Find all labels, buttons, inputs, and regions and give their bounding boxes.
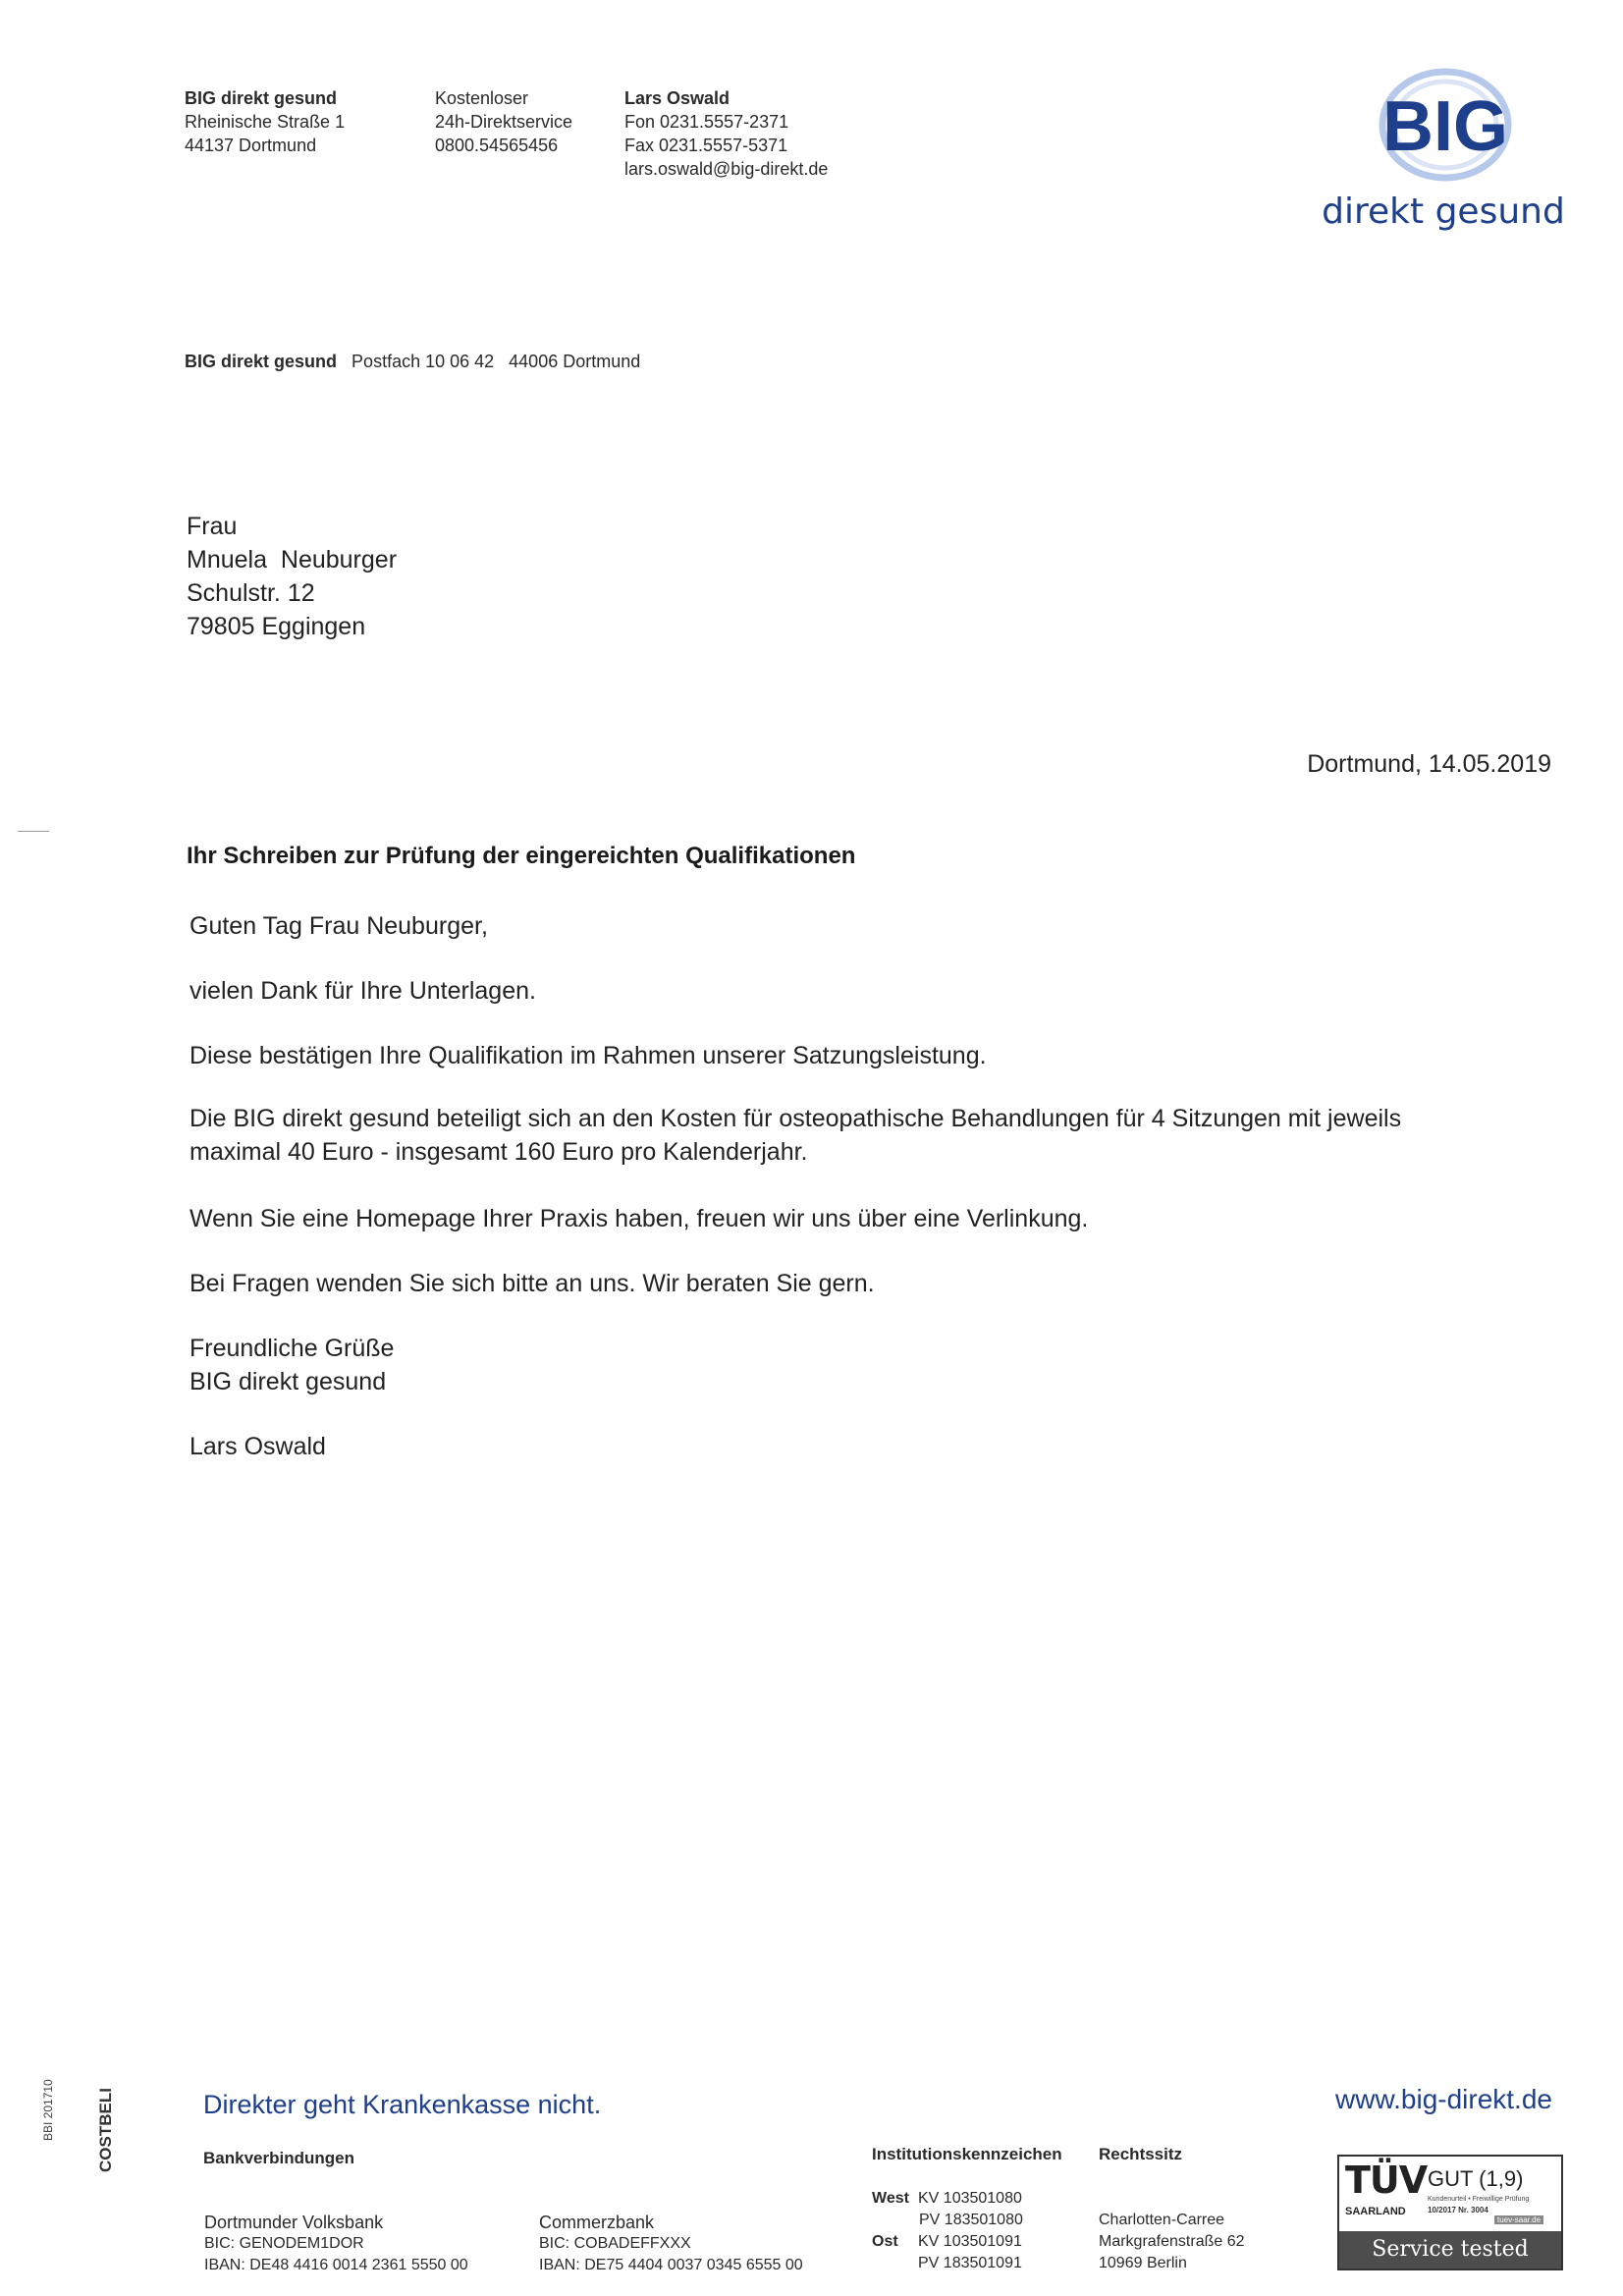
contact-name: Lars Oswald: [624, 88, 730, 108]
recipient-block: [187, 510, 397, 643]
bank-volksbank: [204, 2212, 468, 2276]
seat-line2: Markgrafenstraße 62: [1099, 2233, 1245, 2250]
tuv-badge: [1337, 2155, 1563, 2270]
big-logo-mark: [1306, 54, 1571, 241]
ik-west-kv: KV 103501080: [918, 2190, 1022, 2207]
contact-block: [624, 86, 828, 181]
fold-mark: [18, 831, 49, 832]
bank1-name: Dortmunder Volksbank: [204, 2213, 384, 2232]
big-logo: [1306, 54, 1571, 241]
letter-subject: Ihr Schreiben zur Prüfung der eingereichten Qualifikationen: [187, 843, 856, 869]
side-label: COSTBELI: [96, 2088, 115, 2172]
tuv-brand: TÜV: [1345, 2159, 1428, 2202]
signature-name: Lars Oswald: [189, 1433, 326, 1460]
paragraph-costs-line1: Die BIG direkt gesund beteiligt sich an den Kosten für osteopathische Behandlungen für 4 Sitzungen mit jeweils: [189, 1105, 1402, 1132]
service-type: 24h-Direktservice: [435, 112, 573, 132]
seat-heading: Rechtssitz: [1099, 2145, 1183, 2163]
closing-greeting: Freundliche Grüße: [189, 1335, 395, 1362]
footer-website[interactable]: www.big-direkt.de: [1335, 2084, 1552, 2114]
return-address-rest: Postfach 10 06 42 44006 Dortmund: [352, 352, 641, 371]
logo-tagline: direkt gesund: [1322, 191, 1565, 232]
side-code: BBI 201710: [41, 2079, 55, 2141]
paragraph-costs-line2: maximal 40 Euro - insgesamt 160 Euro pro Kalenderjahr.: [189, 1138, 808, 1166]
seat-address: [1099, 2210, 1245, 2274]
paragraph-homepage: Wenn Sie eine Homepage Ihrer Praxis haben, freuen wir uns über eine Verlinkung.: [189, 1205, 1089, 1232]
logo-big-text: BIG: [1381, 87, 1509, 166]
ik-west-pv: PV 183501080: [919, 2212, 1023, 2228]
closing-company: BIG direkt gesund: [189, 1368, 387, 1395]
paragraph-questions: Bei Fragen wenden Sie sich bitte an uns. Wir beraten Sie gern.: [189, 1270, 875, 1297]
sender-block: [185, 86, 345, 157]
recipient-street: Schulstr. 12: [187, 579, 315, 607]
bank-commerzbank: [539, 2212, 803, 2276]
closing-block: [189, 1332, 394, 1398]
contact-phone: Fon 0231.5557-2371: [624, 112, 789, 132]
service-block: [435, 86, 572, 157]
tuv-stamp: tuev-saar.de: [1494, 2215, 1543, 2224]
contact-email[interactable]: lars.oswald@big-direkt.de: [624, 159, 829, 179]
bank2-bic: BIC: COBADEFFXXX: [539, 2235, 691, 2252]
paragraph-thanks: vielen Dank für Ihre Unterlagen.: [189, 977, 536, 1005]
service-label: Kostenloser: [435, 88, 529, 108]
footer-slogan: Direkter geht Krankenkasse nicht.: [203, 2090, 602, 2119]
ik-west-label: West: [872, 2190, 909, 2207]
tuv-banner: Service tested: [1339, 2231, 1561, 2269]
tuv-region: SAARLAND: [1345, 2206, 1406, 2217]
ik-heading: Institutionskennzeichen: [872, 2145, 1062, 2163]
ik-ost-kv: KV 103501091: [918, 2233, 1022, 2250]
sender-name: BIG direkt gesund: [185, 88, 338, 108]
seat-line3: 10969 Berlin: [1099, 2255, 1187, 2271]
bank1-bic: BIC: GENODEM1DOR: [204, 2235, 364, 2252]
contact-fax: Fax 0231.5557-5371: [624, 136, 788, 155]
ik-ost-pv: PV 183501091: [918, 2255, 1022, 2271]
ik-ost-values: [918, 2231, 1022, 2274]
tuv-fine1: Kundenurteil • Freiwillige Prüfung: [1428, 2196, 1530, 2203]
bank-heading: Bankverbindungen: [203, 2149, 354, 2167]
sender-street: Rheinische Straße 1: [185, 112, 346, 132]
recipient-name: Mnuela Neuburger: [187, 546, 398, 574]
return-address-name: BIG direkt gesund: [185, 352, 338, 371]
bank2-iban: IBAN: DE75 4404 0037 0345 6555 00: [539, 2257, 803, 2273]
paragraph-confirmation: Diese bestätigen Ihre Qualifikation im Rahmen unserer Satzungsleistung.: [189, 1042, 987, 1069]
tuv-grade: GUT (1,9): [1428, 2166, 1524, 2191]
tuv-fine2: 10/2017 Nr. 3004: [1428, 2206, 1488, 2214]
return-address: [185, 352, 640, 372]
recipient-salutation: Frau: [187, 513, 238, 540]
sender-city: 44137 Dortmund: [185, 136, 317, 155]
paragraph-costs: [189, 1102, 1401, 1169]
bank1-iban: IBAN: DE48 4416 0014 2361 5550 00: [204, 2257, 468, 2273]
bank2-name: Commerzbank: [539, 2213, 655, 2232]
ik-west-values: [918, 2188, 1023, 2231]
recipient-city: 79805 Eggingen: [187, 613, 366, 640]
salutation: Guten Tag Frau Neuburger,: [189, 912, 488, 940]
ik-ost-label: Ost: [872, 2233, 898, 2250]
service-phone: 0800.54565456: [435, 136, 559, 155]
letter-date: Dortmund, 14.05.2019: [1307, 750, 1551, 778]
seat-line1: Charlotten-Carree: [1099, 2212, 1225, 2228]
